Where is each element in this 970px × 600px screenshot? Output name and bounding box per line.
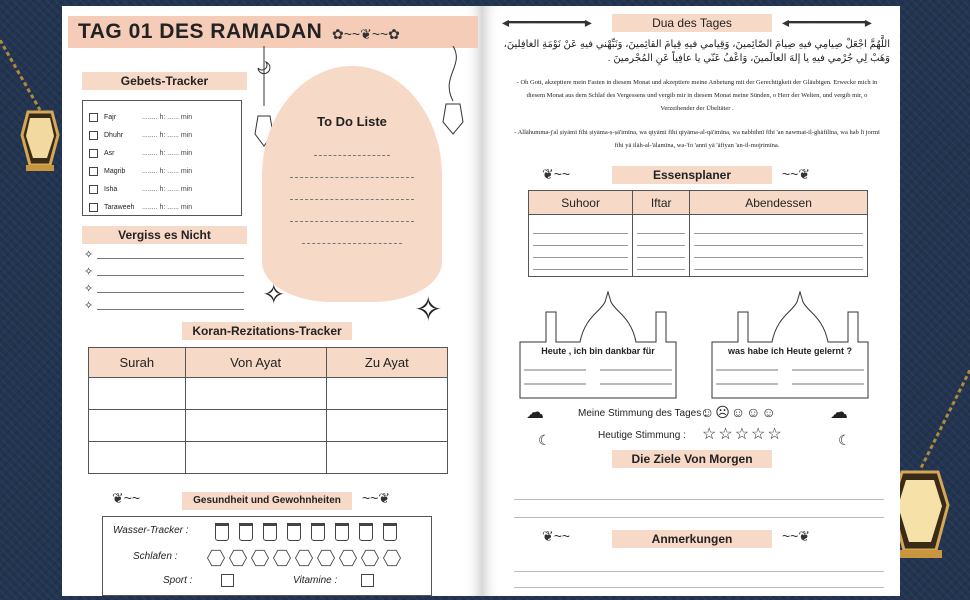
prayer-row-taraweeh — [83, 199, 241, 215]
prayer-checkbox[interactable] — [89, 113, 98, 122]
prayer-time: ........ h: ...... min — [142, 113, 193, 121]
meal-table — [528, 190, 868, 277]
water-glass-icon[interactable] — [263, 523, 277, 541]
goals-lines[interactable] — [514, 482, 884, 518]
right-page — [482, 6, 900, 596]
notes-lines[interactable] — [514, 556, 884, 588]
todo-lines — [290, 146, 414, 244]
prayer-name: Asr — [104, 149, 115, 157]
water-glass-icon[interactable] — [359, 523, 373, 541]
dua-title: Dua des Tages — [612, 14, 772, 32]
water-label: Wasser-Tracker : — [113, 525, 189, 536]
hexagon-icon[interactable] — [229, 549, 247, 567]
todo-card — [262, 66, 442, 302]
left-page — [62, 6, 482, 596]
dua-arabic: اللَّهُمَّ اجْعَلْ صِيامِي فيهِ صِيامَ الصّائِمينَ، وَقِيامي فيهِ قِيامَ القائِمينَ، وَنَبِّهْني فيهِ عَنْ نَوْمَةِ الغافِلينَ، وَهَبْ لِي جُرْمي فيهِ يا إلهَ العالَمينَ، وَاعْفُ عَنّي يا عافِياً عَنِ المُجْرمينَ . — [503, 39, 890, 64]
sparkle-icon: ✧ — [84, 266, 94, 278]
prayer-name: Taraweeh — [104, 203, 135, 211]
hanging-lantern-icon — [440, 46, 466, 146]
reminder-item[interactable] — [84, 280, 244, 297]
sleep-label: Schlafen : — [133, 551, 178, 562]
mood-today-label: Heutige Stimmung : — [598, 430, 686, 441]
vitamins-checkbox[interactable] — [361, 574, 374, 587]
prayer-time: ........ h: ...... min — [142, 149, 193, 157]
reminder-item[interactable] — [84, 246, 244, 263]
prayer-tracker — [82, 100, 242, 216]
grateful-label: Heute , ich bin dankbar für — [541, 346, 655, 356]
col-from-ayat: Von Ayat — [185, 348, 326, 378]
mood-day-label: Meine Stimmung des Tages : — [578, 408, 707, 419]
table-row[interactable] — [89, 410, 448, 442]
notes-title: Anmerkungen — [612, 530, 772, 548]
table-row[interactable] — [89, 378, 448, 410]
col-to-ayat: Zu Ayat — [326, 348, 447, 378]
hexagon-icon[interactable] — [383, 549, 401, 567]
prayer-checkbox[interactable] — [89, 131, 98, 140]
hexagon-icon[interactable] — [251, 549, 269, 567]
prayer-name: Fajr — [104, 113, 117, 121]
water-glass-icon[interactable] — [383, 523, 397, 541]
prayer-row-fajr — [83, 109, 241, 125]
swirl-ornament-icon: ~~❦ — [782, 166, 811, 182]
hexagon-icon[interactable] — [207, 549, 225, 567]
prayer-time: ........ h: ...... min — [142, 131, 193, 139]
dua-transliteration: - Allāhumma-j'al ṣiyāmī fīhi ṣiyāma-ṣ-ṣā'imīna, wa qiyāmī fīhi qiyāma-al-qā'imīna, wa nabbihnī fīhi 'an nawmat-il-ghāfilīna, wa hab lī jormī fīhi yā ilāh-al-'ālamīna, wa-'fo 'annī yā 'āfiyan 'an-il-mojrimīna. — [514, 129, 880, 149]
quran-tracker-title: Koran-Rezitations-Tracker — [182, 322, 352, 340]
reminder-title: Vergiss es Nicht — [82, 226, 247, 244]
sparkle-icon: ✧ — [414, 291, 443, 329]
table-row[interactable] — [529, 215, 868, 277]
sparkle-icon: ✧ — [84, 249, 94, 261]
goals-title: Die Ziele Von Morgen — [612, 450, 772, 468]
swirl-ornament-icon: ❦~~ — [112, 490, 141, 506]
divider-ornament-icon: ◂━━━━━━━━━▸ — [782, 14, 872, 30]
hexagon-icon[interactable] — [295, 549, 313, 567]
swirl-ornament-icon: ~~❦ — [362, 490, 391, 506]
prayer-row-asr — [83, 145, 241, 161]
sport-label: Sport : — [163, 575, 193, 586]
prayer-row-magrib — [83, 163, 241, 179]
table-row[interactable] — [89, 442, 448, 474]
prayer-checkbox[interactable] — [89, 149, 98, 158]
dua-german: - Oh Gott, akzeptiere mein Fasten in diesem Monat und akzeptiere meine Anbetung mit der Gerechtigkeit der Gläubigen. Erwecke mich in diesem Monat aus dem Schlaf des Vergessens und vergib mir in diesem Monat meine Sünden, o Herr der Welten, und vergib mir, o Verzeihender der Übeltäter . — [516, 79, 878, 112]
swirl-ornament-icon: ❦~~ — [542, 166, 571, 182]
health-box — [102, 516, 432, 596]
col-surah: Surah — [89, 348, 186, 378]
water-glass-icon[interactable] — [335, 523, 349, 541]
prayer-time: ........ h: ...... min — [142, 167, 193, 175]
hexagon-icon[interactable] — [361, 549, 379, 567]
col-suhoor: Suhoor — [529, 191, 633, 215]
swirl-ornament-icon: ✿~~❦~~✿ — [332, 26, 400, 42]
sparkle-icon: ✧ — [262, 279, 286, 310]
water-glass-icon[interactable] — [287, 523, 301, 541]
prayer-time: ........ h: ...... min — [142, 185, 193, 193]
col-dinner: Abendessen — [690, 191, 868, 215]
mosque-card-grateful — [516, 282, 680, 400]
prayer-name: Dhuhr — [104, 131, 124, 139]
learned-label: was habe ich Heute gelernt ? — [727, 346, 853, 356]
mood-faces[interactable]: ☺☹☺☺☺ — [700, 404, 777, 420]
prayer-checkbox[interactable] — [89, 167, 98, 176]
mosque-card-learned — [708, 282, 872, 400]
crescent-icon: ☾ — [538, 432, 551, 448]
prayer-row-isha — [83, 181, 241, 197]
page-title: TAG 01 DES RAMADAN — [68, 16, 478, 48]
divider-ornament-icon: ◂━━━━━━━━━▸ — [502, 14, 592, 30]
hexagon-icon[interactable] — [339, 549, 357, 567]
prayer-name: Isha — [104, 185, 118, 193]
sparkle-icon: ✧ — [84, 283, 94, 295]
prayer-tracker-title: Gebets-Tracker — [82, 72, 247, 90]
mood-stars[interactable]: ☆☆☆☆☆ — [702, 426, 784, 443]
crescent-icon: ☾ — [838, 432, 851, 448]
hexagon-icon[interactable] — [273, 549, 291, 567]
vitamins-label: Vitamine : — [293, 575, 338, 586]
reminder-item[interactable] — [84, 263, 244, 280]
reminder-list — [84, 246, 244, 314]
prayer-row-dhuhr — [83, 127, 241, 143]
col-iftar: Iftar — [633, 191, 690, 215]
water-glass-icon[interactable] — [215, 523, 229, 541]
prayer-name: Magrib — [104, 167, 126, 175]
swirl-ornament-icon: ~~❦ — [782, 528, 811, 544]
prayer-checkbox[interactable] — [89, 203, 98, 212]
todo-title: To Do Liste — [317, 114, 387, 129]
prayer-time: ........ h: ...... min — [142, 203, 193, 211]
water-glasses — [215, 523, 407, 544]
health-title: Gesundheit und Gewohnheiten — [182, 492, 352, 510]
cloud-moon-icon: ☁ — [830, 402, 848, 422]
meal-planner-title: Essensplaner — [612, 166, 772, 184]
sport-checkbox[interactable] — [221, 574, 234, 587]
hexagon-icon[interactable] — [317, 549, 335, 567]
swirl-ornament-icon: ❦~~ — [542, 528, 571, 544]
sleep-hexagons — [207, 549, 405, 570]
water-glass-icon[interactable] — [239, 523, 253, 541]
quran-table — [88, 347, 448, 474]
prayer-checkbox[interactable] — [89, 185, 98, 194]
cloud-moon-icon: ☁ — [526, 402, 544, 422]
reminder-item[interactable] — [84, 297, 244, 314]
water-glass-icon[interactable] — [311, 523, 325, 541]
sparkle-icon: ✧ — [84, 300, 94, 312]
